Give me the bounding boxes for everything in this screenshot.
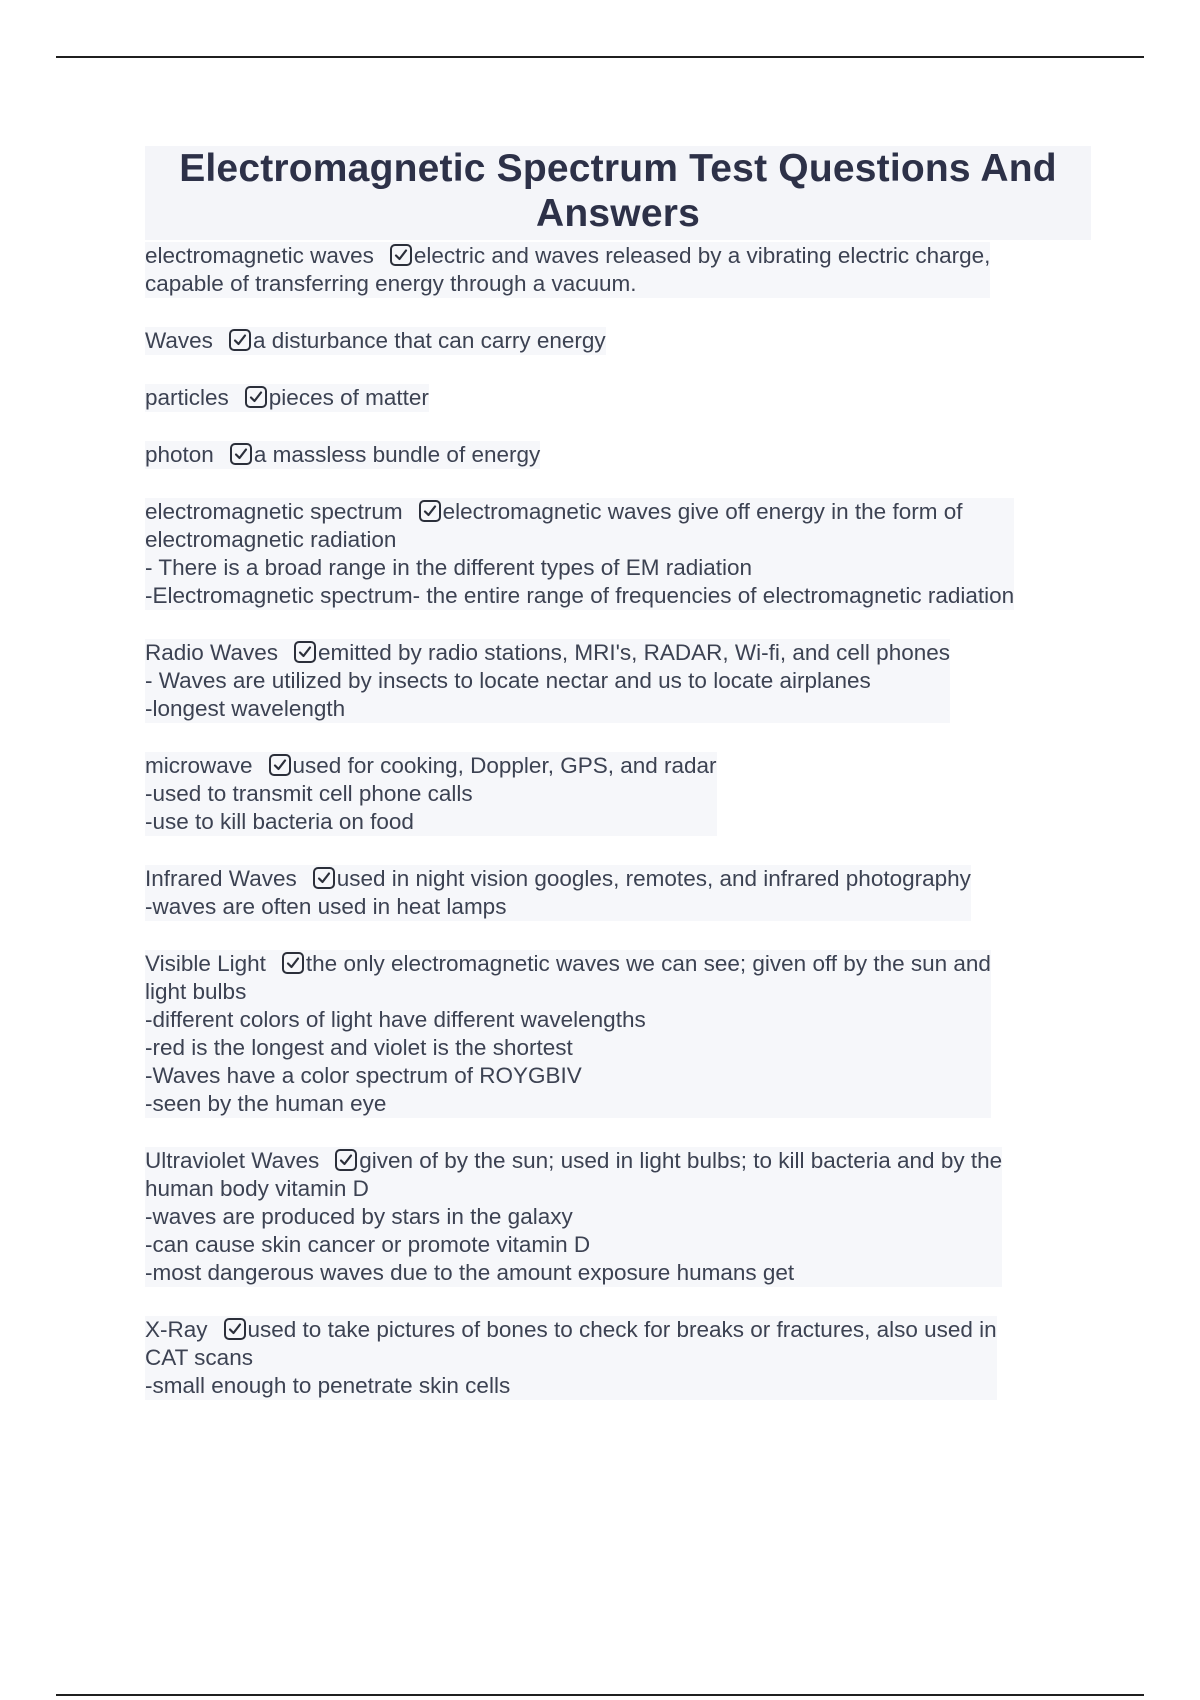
- qa-entry: [145, 1316, 1091, 1400]
- title-line-2: Answers: [536, 192, 700, 235]
- qa-entry: [145, 639, 1091, 723]
- qa-note: - Waves are utilized by insects to locate nectar and us to locate airplanes: [145, 668, 871, 693]
- qa-entry: [145, 327, 1091, 355]
- qa-first-line: [145, 242, 990, 270]
- qa-definition-continued: capable of transferring energy through a vacuum.: [145, 271, 637, 296]
- qa-entry-text: [145, 384, 429, 412]
- qa-definition: used for cooking, Doppler, GPS, and radar: [292, 753, 717, 778]
- qa-term: particles: [145, 385, 229, 410]
- qa-definition: pieces of matter: [268, 385, 429, 410]
- qa-note: -red is the longest and violet is the shortest: [145, 1035, 573, 1060]
- qa-note: -used to transmit cell phone calls: [145, 781, 473, 806]
- title-box: [145, 146, 1091, 240]
- qa-entry-text: [145, 639, 950, 723]
- qa-entry-text: [145, 950, 991, 1118]
- qa-entry: [145, 950, 1091, 1118]
- checkbox-checked-icon: [269, 754, 291, 776]
- checkbox-checked-icon: [224, 1318, 246, 1340]
- qa-definition: a disturbance that can carry energy: [252, 328, 606, 353]
- checkbox-checked-icon: [294, 641, 316, 663]
- qa-definition: a massless bundle of energy: [253, 442, 541, 467]
- qa-definition: emitted by radio stations, MRI's, RADAR, Wi-fi, and cell phones: [317, 640, 951, 665]
- qa-term: Radio Waves: [145, 640, 278, 665]
- qa-entry-text: [145, 327, 606, 355]
- qa-note: -small enough to penetrate skin cells: [145, 1373, 511, 1398]
- qa-first-line: [145, 498, 1014, 526]
- qa-entry-text: [145, 865, 971, 921]
- qa-note: -waves are produced by stars in the galaxy: [145, 1204, 573, 1229]
- qa-entry-text: [145, 752, 717, 836]
- qa-note: -most dangerous waves due to the amount exposure humans get: [145, 1260, 795, 1285]
- qa-note: -different colors of light have different wavelengths: [145, 1007, 646, 1032]
- qa-entry-text: [145, 498, 1014, 610]
- qa-term: electromagnetic spectrum: [145, 499, 403, 524]
- document-title: [155, 146, 1081, 236]
- qa-entry: [145, 1147, 1091, 1287]
- checkbox-checked-icon: [419, 500, 441, 522]
- qa-first-line: [145, 441, 540, 469]
- qa-note: -can cause skin cancer or promote vitamin D: [145, 1232, 591, 1257]
- qa-first-line: [145, 639, 950, 667]
- title-line-1: Electromagnetic Spectrum Test Questions And: [179, 147, 1057, 190]
- bottom-rule: [56, 1694, 1144, 1696]
- qa-first-line: [145, 384, 429, 412]
- qa-term: Visible Light: [145, 951, 266, 976]
- qa-entry: [145, 865, 1091, 921]
- qa-definition-continued: CAT scans: [145, 1345, 253, 1370]
- qa-first-line: [145, 950, 991, 978]
- checkbox-checked-icon: [335, 1149, 357, 1171]
- qa-term: microwave: [145, 753, 253, 778]
- qa-entry: [145, 441, 1091, 469]
- qa-term: electromagnetic waves: [145, 243, 374, 268]
- qa-note: -Electromagnetic spectrum- the entire range of frequencies of electromagnetic radiation: [145, 583, 1015, 608]
- qa-definition: electromagnetic waves give off energy in the form of: [442, 499, 963, 524]
- qa-entry-text: [145, 242, 990, 298]
- qa-first-line: [145, 865, 971, 893]
- qa-entry-text: [145, 1316, 997, 1400]
- checkbox-checked-icon: [230, 443, 252, 465]
- qa-definition: the only electromagnetic waves we can see; given off by the sun and: [305, 951, 991, 976]
- qa-term: Infrared Waves: [145, 866, 297, 891]
- qa-term: Ultraviolet Waves: [145, 1148, 320, 1173]
- qa-note: -waves are often used in heat lamps: [145, 894, 507, 919]
- checkbox-checked-icon: [229, 329, 251, 351]
- top-rule: [56, 56, 1144, 58]
- qa-entry: [145, 384, 1091, 412]
- qa-list: [145, 242, 1091, 1400]
- qa-definition: electric and waves released by a vibrating electric charge,: [413, 243, 991, 268]
- checkbox-checked-icon: [282, 952, 304, 974]
- qa-term: X-Ray: [145, 1317, 208, 1342]
- qa-definition: given of by the sun; used in light bulbs; to kill bacteria and by the: [359, 1148, 1003, 1173]
- qa-term: photon: [145, 442, 214, 467]
- qa-entry-text: [145, 441, 540, 469]
- qa-note: -use to kill bacteria on food: [145, 809, 414, 834]
- qa-note: -longest wavelength: [145, 696, 346, 721]
- qa-definition-continued: electromagnetic radiation: [145, 527, 397, 552]
- qa-entry: [145, 752, 1091, 836]
- qa-definition-continued: light bulbs: [145, 979, 247, 1004]
- qa-first-line: [145, 752, 717, 780]
- qa-note: -seen by the human eye: [145, 1091, 387, 1116]
- qa-first-line: [145, 1316, 997, 1344]
- qa-entry: [145, 498, 1091, 610]
- qa-note: - There is a broad range in the different types of EM radiation: [145, 555, 753, 580]
- qa-entry: [145, 242, 1091, 298]
- qa-entry-text: [145, 1147, 1002, 1287]
- checkbox-checked-icon: [313, 867, 335, 889]
- qa-definition-continued: human body vitamin D: [145, 1176, 369, 1201]
- qa-definition: used to take pictures of bones to check for breaks or fractures, also used in: [247, 1317, 997, 1342]
- qa-term: Waves: [145, 328, 213, 353]
- qa-first-line: [145, 1147, 1002, 1175]
- checkbox-checked-icon: [390, 244, 412, 266]
- qa-note: -Waves have a color spectrum of ROYGBIV: [145, 1063, 582, 1088]
- qa-definition: used in night vision googles, remotes, and infrared photography: [336, 866, 971, 891]
- qa-first-line: [145, 327, 606, 355]
- document-body: [145, 146, 1091, 1429]
- checkbox-checked-icon: [245, 386, 267, 408]
